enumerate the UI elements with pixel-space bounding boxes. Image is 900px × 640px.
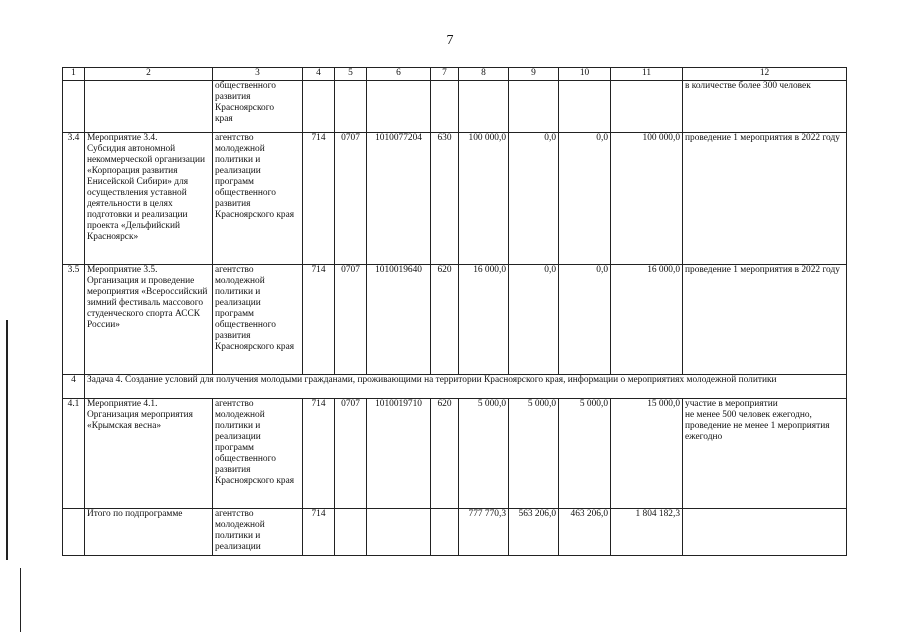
table-cell <box>509 81 559 133</box>
table-cell: 1010077204 <box>367 133 431 265</box>
table-cell <box>559 81 611 133</box>
column-number-header: 2 <box>85 68 213 81</box>
column-number-header: 11 <box>611 68 683 81</box>
table-cell: 4.1 <box>63 399 85 509</box>
column-number-header: 7 <box>431 68 459 81</box>
table-cell: 0707 <box>335 399 367 509</box>
table-cell: 15 000,0 <box>611 399 683 509</box>
page-number: 7 <box>446 33 454 48</box>
table-cell: 620 <box>431 399 459 509</box>
table-row <box>63 81 847 133</box>
table-cell <box>367 509 431 556</box>
table-row <box>63 509 847 556</box>
table-cell: 0707 <box>335 133 367 265</box>
table-cell <box>683 509 847 556</box>
column-number-header: 1 <box>63 68 85 81</box>
table-cell: 777 770,3 <box>459 509 509 556</box>
column-number-header: 8 <box>459 68 509 81</box>
table-cell: 1010019710 <box>367 399 431 509</box>
table-cell: 620 <box>431 265 459 375</box>
table-cell <box>431 509 459 556</box>
table-cell <box>335 509 367 556</box>
table-cell: 0,0 <box>559 265 611 375</box>
scan-edge-mark <box>20 568 21 632</box>
column-number-header: 5 <box>335 68 367 81</box>
task-number-cell: 4 <box>63 375 85 399</box>
table-cell: 3.5 <box>63 265 85 375</box>
table-cell: 714 <box>303 133 335 265</box>
table-cell: 0707 <box>335 265 367 375</box>
column-number-header: 3 <box>213 68 303 81</box>
table-cell: Итого по подпрограмме <box>85 509 213 556</box>
table-cell: 630 <box>431 133 459 265</box>
table-cell: 5 000,0 <box>559 399 611 509</box>
table-cell <box>85 81 213 133</box>
task-row <box>63 375 847 399</box>
table-cell: 1010019640 <box>367 265 431 375</box>
table-cell: 714 <box>303 399 335 509</box>
table-cell <box>335 81 367 133</box>
table-cell: 0,0 <box>509 133 559 265</box>
table-row <box>63 265 847 375</box>
column-number-header: 12 <box>683 68 847 81</box>
table-cell: 1 804 182,3 <box>611 509 683 556</box>
table-cell: проведение 1 мероприятия в 2022 году <box>683 265 847 375</box>
column-number-header: 10 <box>559 68 611 81</box>
table-cell: 16 000,0 <box>459 265 509 375</box>
table-cell: 100 000,0 <box>459 133 509 265</box>
table-cell: агентство молодежной политики и реализации <box>213 509 303 556</box>
table-cell: агентство молодежной политики и реализации программ общественного развития Красноярского края <box>213 399 303 509</box>
table-cell: агентство молодежной политики и реализации программ общественного развития Красноярского края <box>213 265 303 375</box>
table-cell: 0,0 <box>509 265 559 375</box>
table-header-row <box>63 68 847 81</box>
program-measures-table <box>62 67 847 556</box>
table-cell: 563 206,0 <box>509 509 559 556</box>
table-cell <box>63 81 85 133</box>
table-cell: 100 000,0 <box>611 133 683 265</box>
table-cell: 3.4 <box>63 133 85 265</box>
column-number-header: 9 <box>509 68 559 81</box>
table-cell: 5 000,0 <box>459 399 509 509</box>
table-cell <box>367 81 431 133</box>
table-cell <box>431 81 459 133</box>
column-number-header: 6 <box>367 68 431 81</box>
table-row <box>63 133 847 265</box>
table-cell: агентство молодежной политики и реализации программ общественного развития Красноярского края <box>213 133 303 265</box>
table-cell: Мероприятие 3.4. Субсидия автономной некоммерческой организации «Корпорация развития Енисейской Сибири» для осуществления уставной деятельности в целях подготовки и реализации проекта «Дельфийский Красноярск» <box>85 133 213 265</box>
table-cell <box>303 81 335 133</box>
table-cell <box>63 509 85 556</box>
table-cell: 714 <box>303 265 335 375</box>
table-cell <box>611 81 683 133</box>
table-cell: участие в мероприятии не менее 500 человек ежегодно, проведение не менее 1 мероприятия ежегодно <box>683 399 847 509</box>
table-cell: 463 206,0 <box>559 509 611 556</box>
table-cell: общественного развития Красноярского края <box>213 81 303 133</box>
table-cell: 0,0 <box>559 133 611 265</box>
table-cell: 16 000,0 <box>611 265 683 375</box>
task-description-cell: Задача 4. Создание условий для получения молодыми гражданами, проживающими на территории Красноярского края, информации о мероприятиях молодежной политики <box>85 375 847 399</box>
table-cell: Мероприятие 4.1. Организация мероприятия «Крымская весна» <box>85 399 213 509</box>
table-cell: в количестве более 300 человек <box>683 81 847 133</box>
table-cell: 714 <box>303 509 335 556</box>
scan-edge-mark <box>6 320 8 560</box>
column-number-header: 4 <box>303 68 335 81</box>
table-row <box>63 399 847 509</box>
table-cell: 5 000,0 <box>509 399 559 509</box>
table-cell <box>459 81 509 133</box>
table-cell: проведение 1 мероприятия в 2022 году <box>683 133 847 265</box>
table-cell: Мероприятие 3.5. Организация и проведение мероприятия «Всероссийский зимний фестиваль массового студенческого спорта АССК России» <box>85 265 213 375</box>
